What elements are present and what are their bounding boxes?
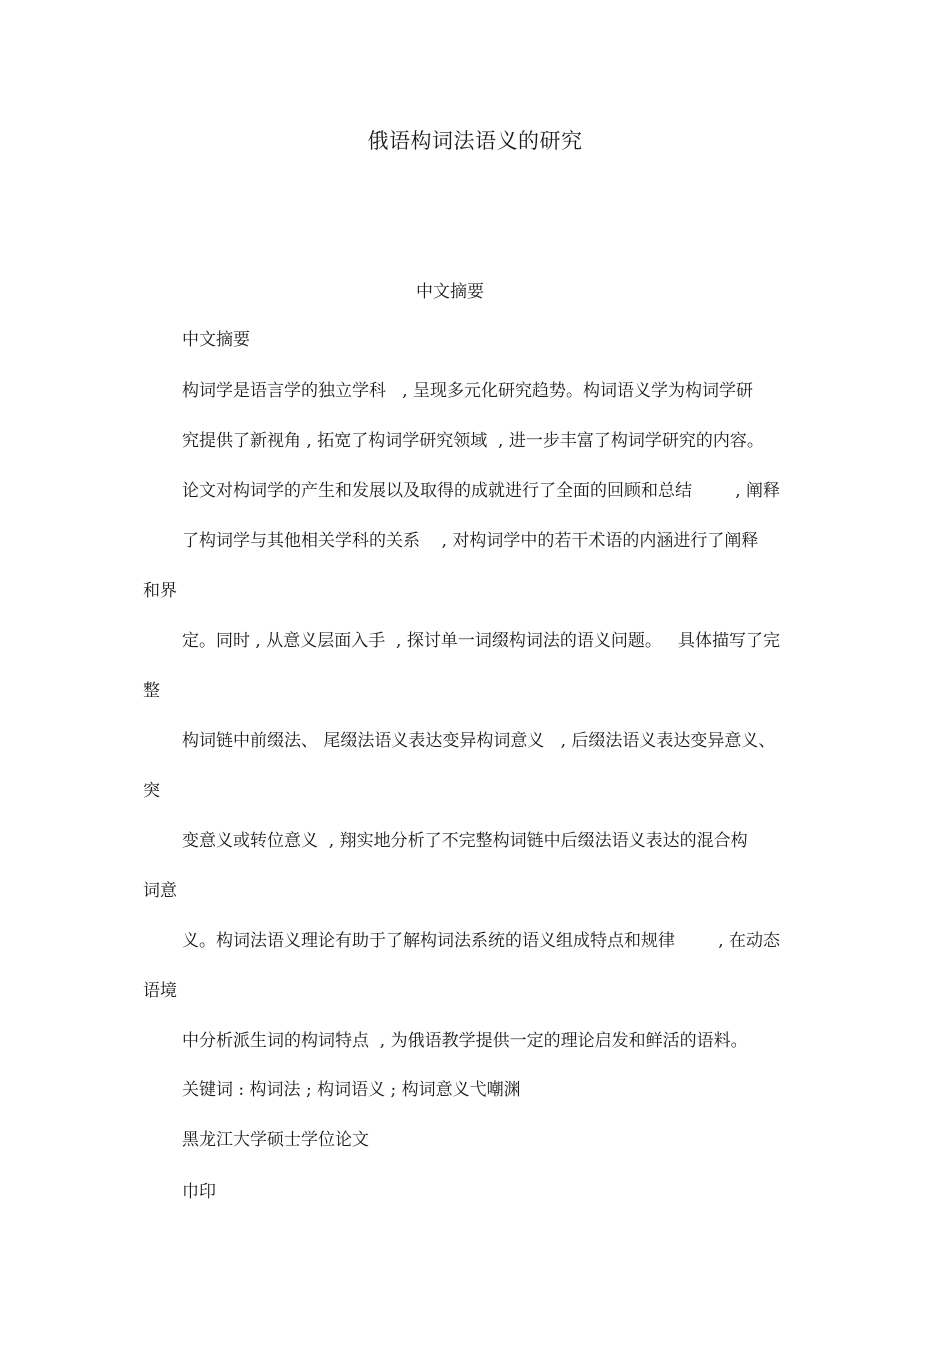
abstract-line: 了构词学与其他相关学科的关系 , 对构词学中的若干术语的内涵进行了阐释 (182, 531, 759, 551)
abstract-line-wrap: 突 (143, 781, 160, 801)
abstract-line-wrap: 语境 (143, 981, 177, 1001)
abstract-line: 论文对构词学的产生和发展以及取得的成就进行了全面的回顾和总结 , 阐释 (182, 481, 781, 501)
thesis-label: 黑龙江大学硕士学位论文 (182, 1130, 369, 1150)
document-title: 俄语构词法语义的研究 (367, 129, 583, 153)
abstract-line-wrap: 词意 (143, 881, 177, 901)
abstract-label: 中文摘要 (182, 330, 250, 350)
abstract-line: 构词学是语言学的独立学科 , 呈现多元化研究趋势。构词语义学为构词学研 (182, 381, 754, 401)
abstract-line: 构词链中前缀法、 尾缀法语义表达变异构词意义 , 后缀法语义表达变异意义、 (182, 731, 776, 751)
abstract-line-wrap: 和界 (143, 581, 177, 601)
abstract-line: 中分析派生词的构词特点 , 为俄语教学提供一定的理论启发和鲜活的语料。 (182, 1031, 748, 1051)
abstract-line-wrap: 整 (143, 681, 160, 701)
keywords-line: 关键词 : 构词法 ; 构词语义 ; 构词意义弋嘲渊 (182, 1080, 521, 1100)
abstract-line: 定。同时 , 从意义层面入手 , 探讨单一词缀构词法的语义问题。 具体描写了完 (182, 631, 781, 651)
abstract-line: 究提供了新视角 , 拓宽了构词学研究领域 , 进一步丰富了构词学研究的内容。 (182, 431, 764, 451)
abstract-line: 义。构词法语义理论有助于了解构词法系统的语义组成特点和规律 , 在动态 (182, 931, 781, 951)
footer-text: 巾印 (182, 1182, 216, 1202)
abstract-line: 变意义或转位意义 , 翔实地分析了不完整构词链中后缀法语义表达的混合构 (182, 831, 748, 851)
section-heading: 中文摘要 (416, 282, 484, 302)
